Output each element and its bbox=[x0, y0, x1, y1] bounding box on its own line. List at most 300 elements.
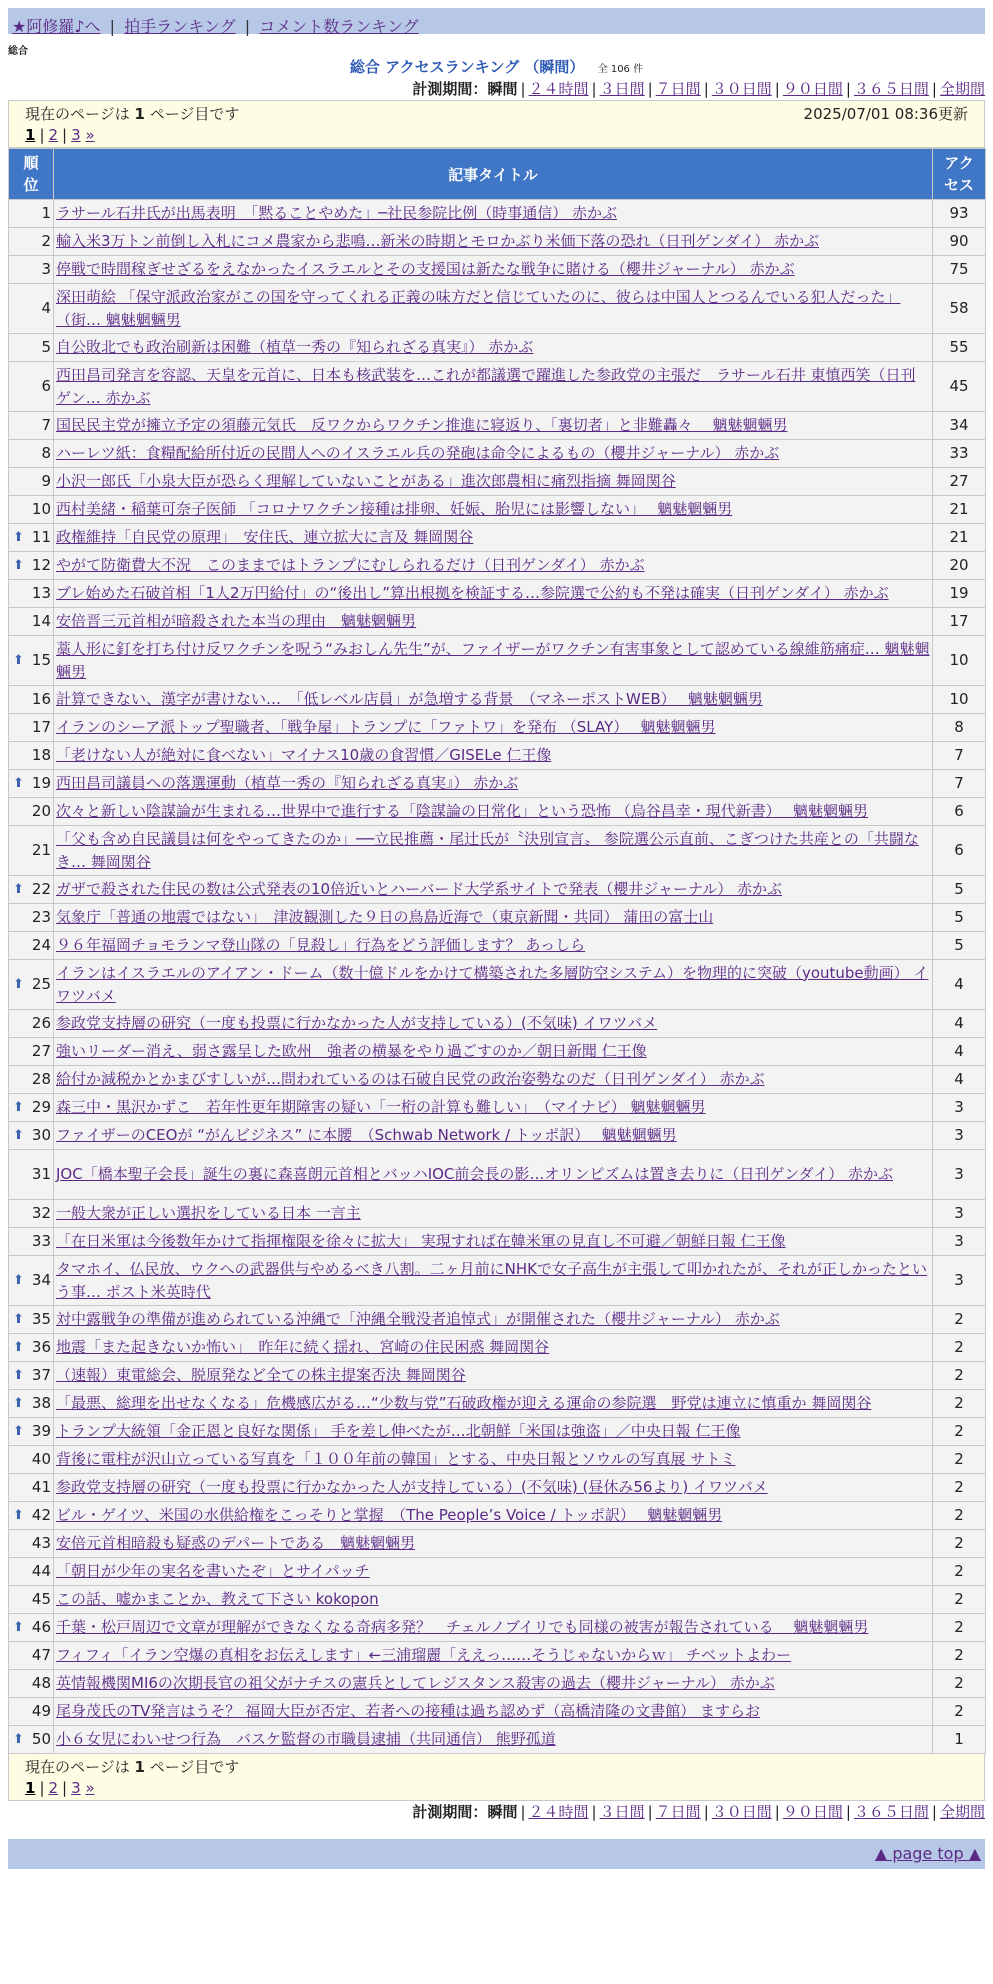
table-row bbox=[9, 256, 985, 283]
rank-cell bbox=[9, 228, 53, 255]
access-count: 2 bbox=[933, 1670, 985, 1697]
access-count: 4 bbox=[933, 960, 985, 1009]
title-cell bbox=[54, 1228, 932, 1255]
rank-number: 42 bbox=[31, 1506, 51, 1524]
period-separator: | bbox=[845, 1803, 851, 1821]
title-cell bbox=[54, 1726, 932, 1753]
table-row bbox=[9, 1418, 985, 1445]
title-cell bbox=[54, 608, 932, 635]
period-separator: | bbox=[647, 80, 653, 98]
table-row bbox=[9, 904, 985, 931]
rank-cell bbox=[9, 440, 53, 467]
table-row bbox=[9, 608, 985, 635]
table-row bbox=[9, 440, 985, 467]
table-row bbox=[9, 1038, 985, 1065]
article-link[interactable]: ビル・ゲイツ、米国の水供給権をこっそりと掌握 （The People’s Voice / トッポ訳） 魑魅魍魎男 bbox=[56, 1506, 723, 1524]
current-page-number: 1 bbox=[134, 105, 145, 123]
access-count: 6 bbox=[933, 798, 985, 825]
period-current: 瞬間 bbox=[487, 1803, 518, 1821]
article-link[interactable]: ９６年福岡チョモランマ登山隊の「見殺し」行為をどう評価します？ あっしら bbox=[56, 936, 586, 954]
article-link[interactable]: ファイザーのCEOが “がんビジネス” に本腰 （Schwab Network / トッポ訳） 魑魅魍魎男 bbox=[56, 1126, 677, 1144]
updated-timestamp: 2025/07/01 08:36更新 bbox=[803, 105, 968, 123]
access-count: 2 bbox=[933, 1502, 985, 1529]
category-label: 総合 bbox=[8, 46, 28, 57]
article-link[interactable]: 小沢一郎氏「小泉大臣が恐らく理解していないことがある」進次郎農相に痛烈指摘 舞岡関谷 bbox=[56, 472, 676, 490]
article-link[interactable]: 英情報機関MI6の次期長官の祖父がナチスの憲兵としてレジスタンス殺害の過去（櫻井ジャーナル） 赤かぶ bbox=[56, 1674, 775, 1692]
title-cell bbox=[54, 876, 932, 903]
access-count: 3 bbox=[933, 1228, 985, 1255]
title-cell bbox=[54, 552, 932, 579]
rank-cell bbox=[9, 1200, 53, 1227]
title-cell bbox=[54, 1530, 932, 1557]
rank-cell bbox=[9, 876, 53, 903]
rank-number: 7 bbox=[41, 416, 51, 434]
rank-number: 1 bbox=[41, 204, 51, 222]
title-cell bbox=[54, 742, 932, 769]
article-link[interactable]: やがて防衛費大不況 このままではトランプにむしられるだけ（日刊ゲンダイ） 赤かぶ bbox=[56, 556, 645, 574]
table-row bbox=[9, 412, 985, 439]
article-link[interactable]: この話、嘘かまことか、教えて下さい kokopon bbox=[56, 1590, 379, 1608]
access-count: 33 bbox=[933, 440, 985, 467]
period-option[interactable]: ２４時間 bbox=[528, 1803, 589, 1821]
rank-cell bbox=[9, 362, 53, 411]
rank-cell bbox=[9, 580, 53, 607]
access-count: 3 bbox=[933, 1150, 985, 1199]
period-option[interactable]: 全期間 bbox=[939, 80, 985, 98]
access-count: 2 bbox=[933, 1390, 985, 1417]
rank-number: 22 bbox=[31, 880, 51, 898]
period-option[interactable]: ９０日間 bbox=[782, 80, 843, 98]
article-link[interactable]: 輸入米3万トン前倒し入札にコメ農家から悲鳴…新米の時期とモロかぶり米価下落の恐れ（日刊ゲンダイ） 赤かぶ bbox=[56, 232, 820, 250]
access-count: 5 bbox=[933, 876, 985, 903]
period-separator: | bbox=[931, 1803, 937, 1821]
rank-number: 35 bbox=[31, 1310, 51, 1328]
title-cell bbox=[54, 1038, 932, 1065]
table-row bbox=[9, 1670, 985, 1697]
page-link-3[interactable]: 3 bbox=[71, 1779, 81, 1797]
article-link[interactable]: 西田昌司発言を容認、天皇を元首に、日本も核武装を…これが都議選で躍進した参政党の主張だ ラサール石井 東慎西笑（日刊ゲン… 赤かぶ bbox=[56, 365, 916, 407]
access-count: 10 bbox=[933, 636, 985, 685]
rank-cell bbox=[9, 1586, 53, 1613]
rank-number: 5 bbox=[41, 338, 51, 356]
rank-cell bbox=[9, 904, 53, 931]
access-count: 17 bbox=[933, 608, 985, 635]
rank-number: 40 bbox=[31, 1450, 51, 1468]
table-row bbox=[9, 362, 985, 411]
page-link-3[interactable]: 3 bbox=[71, 126, 81, 144]
table-row bbox=[9, 1010, 985, 1037]
article-link[interactable]: JOC「橋本聖子会長」誕生の裏に森喜朗元首相とバッハIOC前会長の影…オリンピズムは置き去りに（日刊ゲンダイ） 赤かぶ bbox=[56, 1165, 893, 1183]
access-header-label: アクセス bbox=[944, 154, 975, 194]
up-arrow-icon: ⬆ bbox=[13, 1732, 24, 1747]
article-link[interactable]: 西田昌司議員への落選運動（植草一秀の『知られざる真実』） 赤かぶ bbox=[56, 774, 519, 792]
period-option[interactable]: 全期間 bbox=[939, 1803, 985, 1821]
article-link[interactable]: 次々と新しい陰謀論が生まれる…世界中で進行する「陰謀論の日常化」という恐怖 （烏谷昌幸・現代新書） 魑魅魍魎男 bbox=[56, 802, 869, 820]
article-link[interactable]: 一般大衆が正しい選択をしている日本 一言主 bbox=[56, 1204, 361, 1222]
article-link[interactable]: 深田萌絵 「保守派政治家がこの国を守ってくれる正義の味方だと信じていたのに、彼らは中国人とつるんでいる犯人だった」（街… 魑魅魍魎男 bbox=[56, 287, 901, 329]
current-page-prefix: 現在のページは bbox=[25, 1758, 130, 1776]
access-count: 2 bbox=[933, 1474, 985, 1501]
access-count: 2 bbox=[933, 1558, 985, 1585]
table-row bbox=[9, 1558, 985, 1585]
article-link[interactable]: ブレ始めた石破首相「1人2万円給付」の“後出し”算出根拠を検証する…参院選で公約も不発は確実（日刊ゲンダイ） 赤かぶ bbox=[56, 584, 889, 602]
access-count: 2 bbox=[933, 1418, 985, 1445]
page-link-2[interactable]: 2 bbox=[48, 1779, 59, 1797]
table-row bbox=[9, 552, 985, 579]
period-label: 計測期間： bbox=[412, 80, 488, 98]
rank-cell bbox=[9, 1726, 53, 1753]
period-selector-bottom bbox=[8, 1801, 985, 1823]
rank-cell bbox=[9, 468, 53, 495]
article-link[interactable]: 「在日米軍は今後数年かけて指揮権限を徐々に拡大」 実現すれば在韓米軍の見直し不可避／朝鮮日報 仁王像 bbox=[56, 1232, 786, 1250]
table-row bbox=[9, 636, 985, 685]
table-row bbox=[9, 284, 985, 333]
period-option[interactable]: ２４時間 bbox=[528, 80, 589, 98]
access-count: 45 bbox=[933, 362, 985, 411]
access-count: 7 bbox=[933, 770, 985, 797]
period-option[interactable]: ７日間 bbox=[655, 80, 701, 98]
rank-cell bbox=[9, 496, 53, 523]
page-link-2[interactable]: 2 bbox=[48, 126, 59, 144]
title-cell bbox=[54, 798, 932, 825]
footer-bar bbox=[8, 1839, 985, 1869]
rank-number: 48 bbox=[31, 1674, 51, 1692]
article-link[interactable]: （速報）東電総会、脱原発など全ての株主提案否決 舞岡関谷 bbox=[56, 1366, 466, 1384]
rank-cell bbox=[9, 1150, 53, 1199]
up-arrow-icon: ⬆ bbox=[13, 1396, 24, 1411]
period-separator: | bbox=[647, 1803, 653, 1821]
table-row bbox=[9, 1474, 985, 1501]
title-cell bbox=[54, 1586, 932, 1613]
title-header: 記事タイトル bbox=[54, 149, 932, 199]
access-count: 55 bbox=[933, 334, 985, 361]
title-cell bbox=[54, 1446, 932, 1473]
title-cell bbox=[54, 932, 932, 959]
article-link[interactable]: 西村美緒・稲葉可奈子医師 「コロナワクチン接種は排卵、妊娠、胎児には影響しない」 魑魅魍魎男 bbox=[56, 500, 733, 518]
title-cell bbox=[54, 440, 932, 467]
next-page-link[interactable]: » bbox=[85, 126, 95, 144]
title-cell bbox=[54, 1010, 932, 1037]
rank-cell bbox=[9, 1558, 53, 1585]
table-row bbox=[9, 1256, 985, 1305]
access-count: 2 bbox=[933, 1698, 985, 1725]
rank-cell bbox=[9, 200, 53, 227]
access-count: 2 bbox=[933, 1642, 985, 1669]
period-option[interactable]: ７日間 bbox=[655, 1803, 701, 1821]
period-selector-top bbox=[8, 78, 985, 100]
rank-number: 49 bbox=[31, 1702, 51, 1720]
article-link[interactable]: 背後に電柱が沢山立っている写真を「１００年前の韓国」とする、中央日報とソウルの写真展 サトミ bbox=[56, 1450, 736, 1468]
table-row bbox=[9, 1390, 985, 1417]
title-cell bbox=[54, 1474, 932, 1501]
article-link[interactable]: 気象庁「普通の地震ではない」 津波観測した９日の鳥島近海で（東京新聞・共同） 蒲田の富士山 bbox=[56, 908, 714, 926]
title-cell bbox=[54, 1094, 932, 1121]
access-count: 7 bbox=[933, 742, 985, 769]
period-separator: | bbox=[845, 80, 851, 98]
up-arrow-icon: ⬆ bbox=[13, 1128, 24, 1143]
period-option[interactable]: ３日間 bbox=[599, 80, 645, 98]
access-count: 4 bbox=[933, 1010, 985, 1037]
access-header bbox=[933, 149, 985, 199]
title-cell bbox=[54, 714, 932, 741]
access-count: 8 bbox=[933, 714, 985, 741]
title-cell bbox=[54, 1642, 932, 1669]
access-count: 2 bbox=[933, 1446, 985, 1473]
title-cell bbox=[54, 960, 932, 1009]
article-link[interactable]: イランはイスラエルのアイアン・ドーム（数十億ドルをかけて構築された多層防空システム）を物理的に突破（youtube動画） イワツバメ bbox=[56, 963, 929, 1005]
up-arrow-icon: ⬆ bbox=[13, 1508, 24, 1523]
applause-ranking-link[interactable]: 拍手ランキング bbox=[124, 17, 236, 36]
up-arrow-icon: ⬆ bbox=[13, 653, 24, 668]
article-link[interactable]: 対中露戦争の準備が進められている沖縄で「沖縄全戦没者追悼式」が開催された（櫻井ジャーナル） 赤かぶ bbox=[56, 1310, 780, 1328]
up-arrow-icon: ⬆ bbox=[13, 1620, 24, 1635]
rank-number: 11 bbox=[31, 528, 51, 546]
table-row bbox=[9, 1306, 985, 1333]
title-cell bbox=[54, 1390, 932, 1417]
up-arrow-icon: ⬆ bbox=[13, 776, 24, 791]
access-count: 75 bbox=[933, 256, 985, 283]
rank-number: 14 bbox=[31, 612, 51, 630]
article-link[interactable]: 地震「また起きないか怖い」 昨年に続く揺れ、宮崎の住民困惑 舞岡関谷 bbox=[56, 1338, 550, 1356]
article-link[interactable]: 「朝日が少年の実名を書いたぞ」とサイパッチ bbox=[56, 1562, 370, 1580]
article-link[interactable]: 「父も含め自民議員は何をやってきたのか」──立民推薦・尾辻氏が〝決別宣言〟 参院選公示直前、こぎつけた共産との「共闘なき… 舞岡関谷 bbox=[56, 829, 919, 871]
access-count: 5 bbox=[933, 932, 985, 959]
comment-ranking-link[interactable]: コメント数ランキング bbox=[259, 17, 419, 36]
rank-number: 32 bbox=[31, 1204, 51, 1222]
current-page-suffix: ページ目です bbox=[149, 105, 240, 123]
rank-header-label: 順位 bbox=[23, 154, 39, 194]
rank-cell bbox=[9, 334, 53, 361]
table-row bbox=[9, 1530, 985, 1557]
table-row bbox=[9, 580, 985, 607]
rank-cell bbox=[9, 932, 53, 959]
up-arrow-icon: ⬆ bbox=[13, 530, 24, 545]
period-option[interactable]: ９０日間 bbox=[782, 1803, 843, 1821]
rank-cell bbox=[9, 686, 53, 713]
title-cell bbox=[54, 1670, 932, 1697]
title-cell bbox=[54, 496, 932, 523]
rank-number: 34 bbox=[31, 1271, 51, 1289]
rank-cell bbox=[9, 1698, 53, 1725]
rank-cell bbox=[9, 1502, 53, 1529]
period-option[interactable]: ３日間 bbox=[599, 1803, 645, 1821]
rank-number: 16 bbox=[31, 690, 51, 708]
period-option[interactable]: ３０日間 bbox=[711, 1803, 772, 1821]
article-link[interactable]: 「老けない人が絶対に食べない」マイナス10歳の食習慣／GISELe 仁王像 bbox=[56, 746, 552, 764]
rank-cell bbox=[9, 1256, 53, 1305]
current-page-text bbox=[25, 104, 239, 125]
title-cell bbox=[54, 1306, 932, 1333]
article-link[interactable]: ハーレツ紙：食糧配給所付近の民間人へのイスラエル兵の発砲は命令によるもの（櫻井ジャーナル） 赤かぶ bbox=[56, 444, 780, 462]
pager-links bbox=[25, 125, 968, 145]
rank-number: 17 bbox=[31, 718, 51, 736]
rank-number: 47 bbox=[31, 1646, 51, 1664]
period-separator: | bbox=[591, 1803, 597, 1821]
article-link[interactable]: 政権維持「自民党の原理」 安住氏、連立拡大に言及 舞岡関谷 bbox=[56, 528, 474, 546]
title-cell bbox=[54, 362, 932, 411]
article-link[interactable]: 小６女児にわいせつ行為 バスケ監督の市職員逮捕（共同通信） 熊野孤道 bbox=[56, 1730, 556, 1748]
rank-cell bbox=[9, 714, 53, 741]
up-arrow-icon: ⬆ bbox=[13, 977, 24, 992]
top-nav-bar bbox=[8, 8, 985, 34]
table-row bbox=[9, 1446, 985, 1473]
period-current: 瞬間 bbox=[487, 80, 518, 98]
title-cell bbox=[54, 904, 932, 931]
pager-separator: | bbox=[62, 126, 68, 144]
period-separator: | bbox=[520, 1803, 526, 1821]
pager-separator: | bbox=[39, 1779, 45, 1797]
access-count: 34 bbox=[933, 412, 985, 439]
rank-cell bbox=[9, 256, 53, 283]
rank-number: 23 bbox=[31, 908, 51, 926]
rank-number: 12 bbox=[31, 556, 51, 574]
access-count: 19 bbox=[933, 580, 985, 607]
access-count: 21 bbox=[933, 524, 985, 551]
up-arrow-icon: ⬆ bbox=[13, 1312, 24, 1327]
page-top-link[interactable]: ▲ page top ▲ bbox=[874, 1844, 981, 1863]
pager-box-top bbox=[8, 100, 985, 148]
rank-cell bbox=[9, 524, 53, 551]
table-row bbox=[9, 1726, 985, 1753]
article-link[interactable]: イランのシーア派トップ聖職者、「戦争屋」トランプに「ファトワ」を発布 （SLAY） 魑魅魍魎男 bbox=[56, 718, 716, 736]
pager-links bbox=[25, 1778, 968, 1798]
rank-number: 44 bbox=[31, 1562, 51, 1580]
up-arrow-icon: ⬆ bbox=[13, 1424, 24, 1439]
title-cell bbox=[54, 1614, 932, 1641]
title-cell bbox=[54, 284, 932, 333]
rank-cell bbox=[9, 1474, 53, 1501]
period-option[interactable]: ３６５日間 bbox=[853, 80, 929, 98]
article-link[interactable]: 尾身茂氏のTV発言はうそ？ 福岡大臣が否定、若者への接種は過ち認めず（高橋清隆の文書館） ますらお bbox=[56, 1702, 760, 1720]
rank-header bbox=[9, 149, 53, 199]
rank-number: 15 bbox=[31, 651, 51, 669]
rank-number: 29 bbox=[31, 1098, 51, 1116]
access-count: 27 bbox=[933, 468, 985, 495]
rank-cell bbox=[9, 1122, 53, 1149]
access-count: 2 bbox=[933, 1614, 985, 1641]
article-link[interactable]: フィフィ「イラン空爆の真相をお伝えします」←三浦瑠麗「ええっ……そうじゃないからｗ」 チベットよわー bbox=[56, 1646, 791, 1664]
rank-cell bbox=[9, 1334, 53, 1361]
article-link[interactable]: 藁人形に釘を打ち付け反ワクチンを呪う“みおしん先生”が、ファイザーがワクチン有害事象として認めている線維筋痛症… 魑魅魍魎男 bbox=[56, 639, 930, 681]
title-cell bbox=[54, 412, 932, 439]
article-link[interactable]: 安倍元首相暗殺も疑惑のデパートである 魑魅魍魎男 bbox=[56, 1534, 416, 1552]
article-link[interactable]: 参政党支持層の研究（一度も投票に行かなかった人が支持している）(不気味) イワツバメ bbox=[56, 1014, 658, 1032]
access-count: 2 bbox=[933, 1334, 985, 1361]
pager-status-row bbox=[25, 104, 968, 125]
rank-number: 38 bbox=[31, 1394, 51, 1412]
access-count: 4 bbox=[933, 1066, 985, 1093]
nav-separator: | bbox=[109, 17, 116, 36]
rank-cell bbox=[9, 1530, 53, 1557]
article-link[interactable]: 自公敗北でも政治刷新は困難（植草一秀の『知られざる真実』） 赤かぶ bbox=[56, 338, 534, 356]
access-count: 1 bbox=[933, 1726, 985, 1753]
title-cell bbox=[54, 334, 932, 361]
rank-number: 41 bbox=[31, 1478, 51, 1496]
article-link[interactable]: 計算できない、漢字が書けない… 「低レベル店員」が急増する背景 （マネーポストWEB） 魑魅魍魎男 bbox=[56, 690, 763, 708]
access-count: 2 bbox=[933, 1306, 985, 1333]
article-link[interactable]: ラサール石井氏が出馬表明 「黙ることやめた」─社民参院比例（時事通信） 赤かぶ bbox=[56, 204, 618, 222]
access-count: 3 bbox=[933, 1256, 985, 1305]
title-cell bbox=[54, 524, 932, 551]
table-row bbox=[9, 468, 985, 495]
article-link[interactable]: 「最悪、総理を出せなくなる」危機感広がる…“少数与党”石破政権が迎える運命の参院選 野党は連立に慎重か 舞岡関谷 bbox=[56, 1394, 872, 1412]
rank-number: 46 bbox=[31, 1618, 51, 1636]
article-link[interactable]: 参政党支持層の研究（一度も投票に行かなかった人が支持している）(不気味) (昼休み56より) イワツバメ bbox=[56, 1478, 768, 1496]
nav-separator: | bbox=[244, 17, 251, 36]
next-page-link[interactable]: » bbox=[85, 1779, 95, 1797]
rank-cell bbox=[9, 608, 53, 635]
rank-cell bbox=[9, 1670, 53, 1697]
period-option[interactable]: ３６５日間 bbox=[853, 1803, 929, 1821]
article-link[interactable]: ガザで殺された住民の数は公式発表の10倍近いとハーバード大学系サイトで発表（櫻井ジャーナル） 赤かぶ bbox=[56, 880, 783, 898]
article-link[interactable]: 千葉・松戸周辺で文章が理解ができなくなる奇病多発？ チェルノブイリでも同様の被害が報告されている 魑魅魍魎男 bbox=[56, 1618, 869, 1636]
rank-cell bbox=[9, 1066, 53, 1093]
table-row bbox=[9, 1502, 985, 1529]
period-separator: | bbox=[591, 80, 597, 98]
article-link[interactable]: 給付か減税かとかまびすしいが…問われているのは石破自民党の政治姿勢なのだ（日刊ゲンダイ） 赤かぶ bbox=[56, 1070, 765, 1088]
rank-cell bbox=[9, 1228, 53, 1255]
article-link[interactable]: 国民民主党が擁立予定の須藤元気氏 反ワクからワクチン推進に寝返り、「裏切者」と非難轟々 魑魅魍魎男 bbox=[56, 416, 788, 434]
access-count: 3 bbox=[933, 1094, 985, 1121]
access-count: 3 bbox=[933, 1200, 985, 1227]
rank-number: 27 bbox=[31, 1042, 51, 1060]
article-link[interactable]: 安倍晋三元首相が暗殺された本当の理由 魑魅魍魎男 bbox=[56, 612, 417, 630]
period-separator: | bbox=[774, 80, 780, 98]
access-count: 2 bbox=[933, 1362, 985, 1389]
title-cell bbox=[54, 1334, 932, 1361]
rank-cell bbox=[9, 636, 53, 685]
access-count: 4 bbox=[933, 1038, 985, 1065]
rank-number: 50 bbox=[31, 1730, 51, 1748]
article-link[interactable]: 停戦で時間稼ぎせざるをえなかったイスラエルとその支援国は新たな戦争に賭ける（櫻井ジャーナル） 赤かぶ bbox=[56, 260, 795, 278]
rank-number: 8 bbox=[41, 444, 51, 462]
ranking-table bbox=[8, 148, 986, 1754]
table-row bbox=[9, 1586, 985, 1613]
article-link[interactable]: トランプ大統領「金正恩と良好な関係」 手を差し伸べたが…北朝鮮「米国は強盗」／中央日報 仁王像 bbox=[56, 1422, 741, 1440]
period-option[interactable]: ３０日間 bbox=[711, 80, 772, 98]
rank-number: 33 bbox=[31, 1232, 51, 1250]
rank-cell bbox=[9, 1642, 53, 1669]
rank-number: 24 bbox=[31, 936, 51, 954]
page-link-1[interactable]: 1 bbox=[25, 1779, 36, 1797]
table-row bbox=[9, 1698, 985, 1725]
page-title-text: 総合 アクセスランキング （瞬間） bbox=[349, 58, 585, 76]
article-link[interactable]: タマホイ、仏民放、ウクへの武器供与やめるべき八割。二ヶ月前にNHKで女子高生が主張して叩かれたが、それが正しかったという事… ポスト米英時代 bbox=[56, 1259, 927, 1301]
access-count: 90 bbox=[933, 228, 985, 255]
current-page-text bbox=[25, 1757, 239, 1778]
table-row bbox=[9, 228, 985, 255]
article-link[interactable]: 森三中・黒沢かずこ 若年性更年期障害の疑い「一桁の計算も難しい」 （マイナビ） 魑魅魍魎男 bbox=[56, 1098, 706, 1116]
home-link[interactable]: ★阿修羅♪へ bbox=[12, 17, 101, 36]
up-arrow-icon: ⬆ bbox=[13, 1273, 24, 1288]
rank-cell bbox=[9, 798, 53, 825]
access-count: 5 bbox=[933, 904, 985, 931]
rank-number: 39 bbox=[31, 1422, 51, 1440]
rank-number: 13 bbox=[31, 584, 51, 602]
table-row bbox=[9, 1200, 985, 1227]
up-arrow-icon: ⬆ bbox=[13, 1368, 24, 1383]
page-link-1[interactable]: 1 bbox=[25, 126, 36, 144]
rank-cell bbox=[9, 1362, 53, 1389]
table-row bbox=[9, 826, 985, 875]
rank-cell bbox=[9, 960, 53, 1009]
title-cell bbox=[54, 686, 932, 713]
article-link[interactable]: 強いリーダー消え、弱さ露呈した欧州 強者の横暴をやり過ごすのか／朝日新聞 仁王像 bbox=[56, 1042, 647, 1060]
table-row bbox=[9, 960, 985, 1009]
current-page-suffix: ページ目です bbox=[149, 1758, 240, 1776]
table-row bbox=[9, 200, 985, 227]
period-separator: | bbox=[703, 80, 709, 98]
